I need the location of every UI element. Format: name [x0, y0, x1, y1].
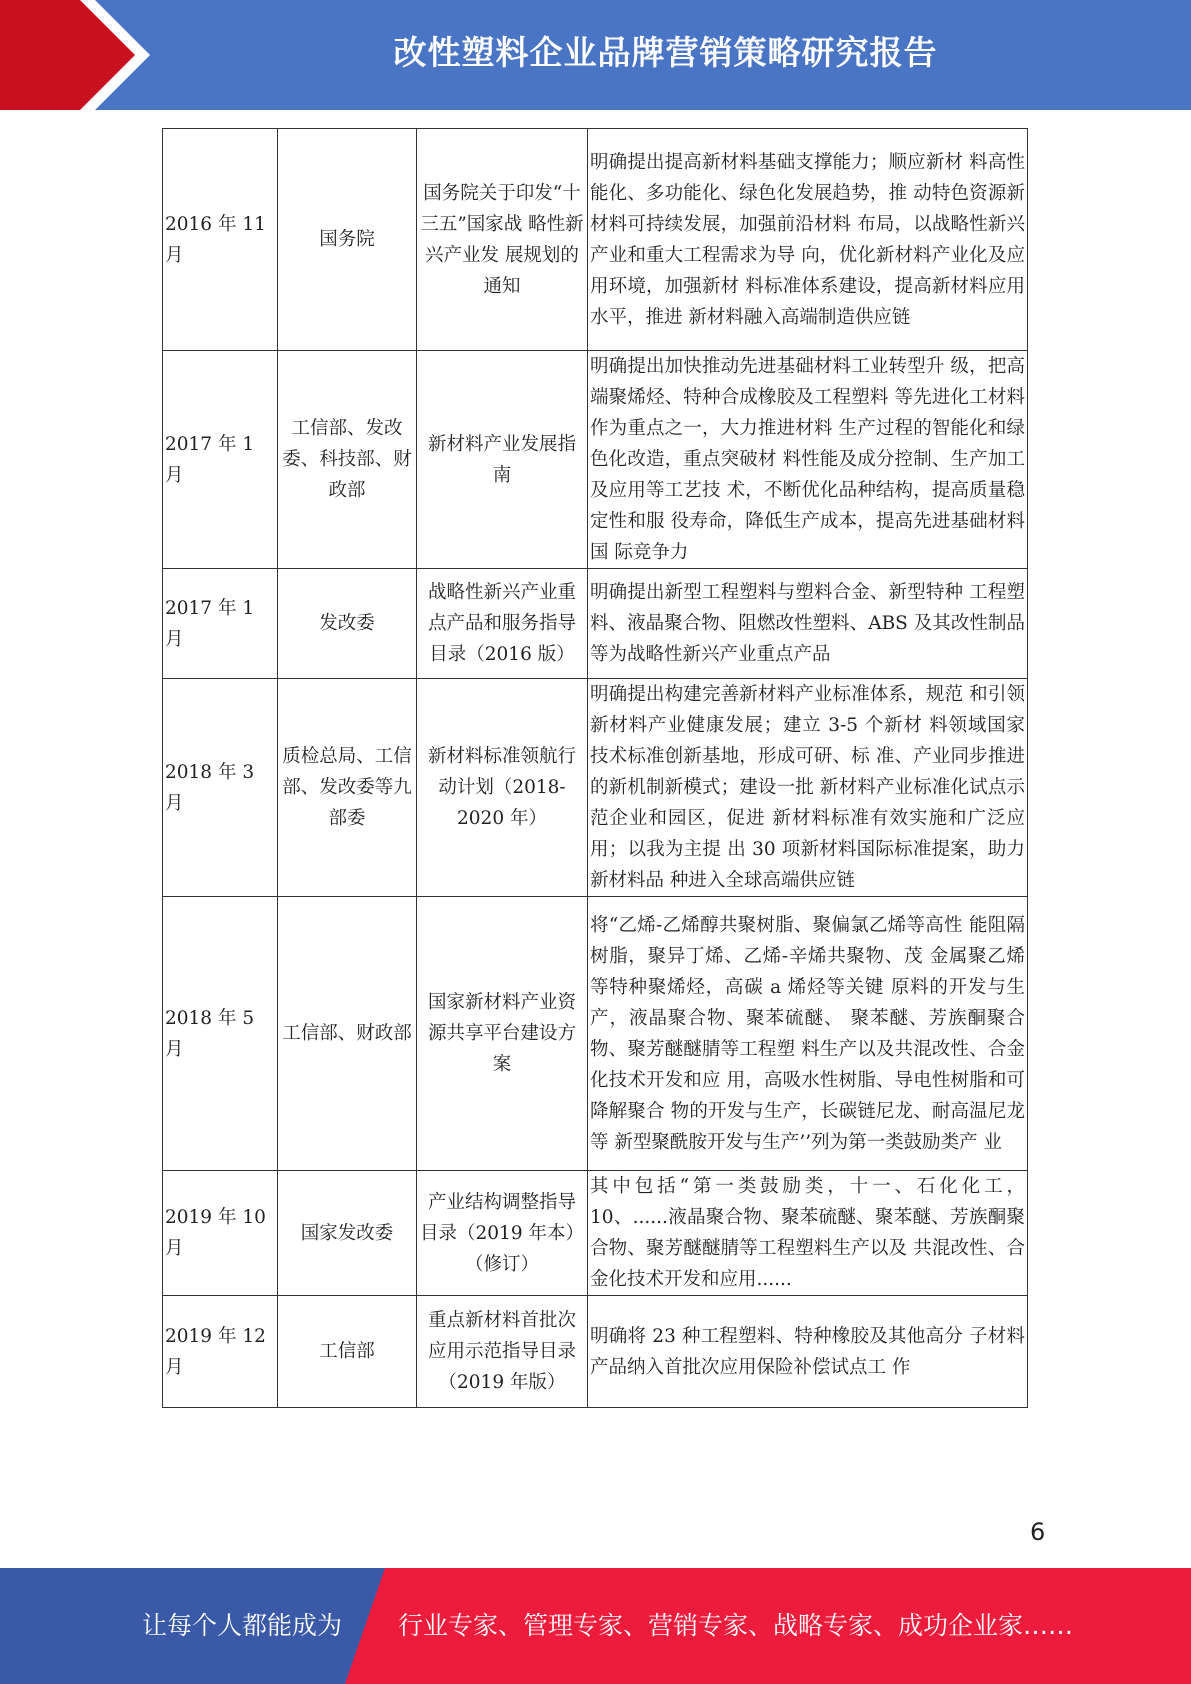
- department-cell: 质检总局、工信部、发改委等九部委: [278, 679, 417, 897]
- document-cell: 国务院关于印发“十三五”国家战 略性新兴产业发 展规划的通知: [417, 129, 588, 351]
- date-cell: 2016 年 11 月: [163, 129, 278, 351]
- content-cell: 明确提出提高新材料基础支撑能力；顺应新材 料高性能化、多功能化、绿色化发展趋势，推 动特色资源新材料可持续发展，加强前沿材料 布局，以战略性新兴产业和重大工程需求为导 向，优化新材料产业化及应用环境，加强新材 料标准体系建设，提高新材料应用水平，推进 新材料融入高端制造供应链: [588, 129, 1028, 351]
- date-cell: 2018 年 5 月: [163, 897, 278, 1171]
- header-banner: [0, 0, 1191, 110]
- footer-banner: [0, 1568, 1191, 1684]
- content-cell: 明确提出新型工程塑料与塑料合金、新型特种 工程塑料、液晶聚合物、阻燃改性塑料、ABS 及其改性制品等为战略性新兴产业重点产品: [588, 569, 1028, 679]
- department-cell: 发改委: [278, 569, 417, 679]
- table-row: [163, 351, 1028, 569]
- department-cell: 工信部、发改委、科技部、财政部: [278, 351, 417, 569]
- report-title: 改性塑料企业品牌营销策略研究报告: [393, 33, 938, 72]
- date-cell: 2019 年 12 月: [163, 1296, 278, 1408]
- document-cell: 产业结构调整指导目录（2019 年本）（修订）: [417, 1171, 588, 1296]
- document-cell: 新材料产业发展指南: [417, 351, 588, 569]
- date-cell: 2017 年 1 月: [163, 351, 278, 569]
- footer-slogan-right: 行业专家、管理专家、营销专家、战略专家、成功企业家……: [398, 1611, 1074, 1640]
- content-cell: 明确将 23 种工程塑料、特种橡胶及其他高分 子材料产品纳入首批次应用保险补偿试点工 作: [588, 1296, 1028, 1408]
- content-cell: 其中包括“第一类鼓励类，十一、石化化工，10、......液晶聚合物、聚苯硫醚、聚苯醚、芳族酮聚合物、聚芳醚醚腈等工程塑料生产以及 共混改性、合金化技术开发和应用......: [588, 1171, 1028, 1296]
- table-row: [163, 129, 1028, 351]
- department-cell: 国家发改委: [278, 1171, 417, 1296]
- document-cell: 战略性新兴产业重点产品和服务指导目录（2016 版）: [417, 569, 588, 679]
- page-number: 6: [1030, 1518, 1046, 1546]
- content-cell: 将“乙烯-乙烯醇共聚树脂、聚偏氯乙烯等高性 能阻隔树脂，聚异丁烯、乙烯-辛烯共聚物、茂 金属聚乙烯等特种聚烯烃，高碳 a 烯烃等关键 原料的开发与生产，液晶聚合物、聚苯硫醚、 聚苯醚、芳族酮聚合物、聚芳醚醚腈等工程塑 料生产以及共混改性、合金化技术开发和应 用，高吸水性树脂、导电性树脂和可降解聚合 物的开发与生产，长碳链尼龙、耐高温尼龙等 新型聚酰胺开发与生产’’列为第一类鼓励类产 业: [588, 897, 1028, 1171]
- content-cell: 明确提出构建完善新材料产业标准体系，规范 和引领新材料产业健康发展；建立 3-5 个新材 料领域国家技术标准创新基地，形成可研、标 准、产业同步推进的新机制新模式；建设一批 新材料产业标准化试点示范企业和园区，促进 新材料标准有效实施和广泛应用；以我为主提 出 30 项新材料国际标准提案，助力新材料品 种进入全球高端供应链: [588, 679, 1028, 897]
- date-cell: 2018 年 3 月: [163, 679, 278, 897]
- policy-table: [162, 128, 1028, 1408]
- date-cell: 2017 年 1 月: [163, 569, 278, 679]
- document-cell: 国家新材料产业资源共享平台建设方案: [417, 897, 588, 1171]
- table-row: [163, 1296, 1028, 1408]
- date-cell: 2019 年 10 月: [163, 1171, 278, 1296]
- policy-table-body: [163, 129, 1028, 1408]
- department-cell: 工信部、财政部: [278, 897, 417, 1171]
- content-cell: 明确提出加快推动先进基础材料工业转型升 级，把高端聚烯烃、特种合成橡胶及工程塑料 等先进化工材料作为重点之一，大力推进材料 生产过程的智能化和绿色化改造，重点突破材 料性能及成分控制、生产加工及应用等工艺技 术，不断优化品种结构，提高质量稳定性和服 役寿命，降低生产成本，提高先进基础材料国 际竞争力: [588, 351, 1028, 569]
- department-cell: 工信部: [278, 1296, 417, 1408]
- document-cell: 重点新材料首批次应用示范指导目录（2019 年版）: [417, 1296, 588, 1408]
- table-row: [163, 897, 1028, 1171]
- department-cell: 国务院: [278, 129, 417, 351]
- document-cell: 新材料标准领航行动计划（2018-2020 年）: [417, 679, 588, 897]
- footer-slogan-left: 让每个人都能成为: [142, 1611, 343, 1640]
- table-row: [163, 569, 1028, 679]
- table-row: [163, 1171, 1028, 1296]
- table-row: [163, 679, 1028, 897]
